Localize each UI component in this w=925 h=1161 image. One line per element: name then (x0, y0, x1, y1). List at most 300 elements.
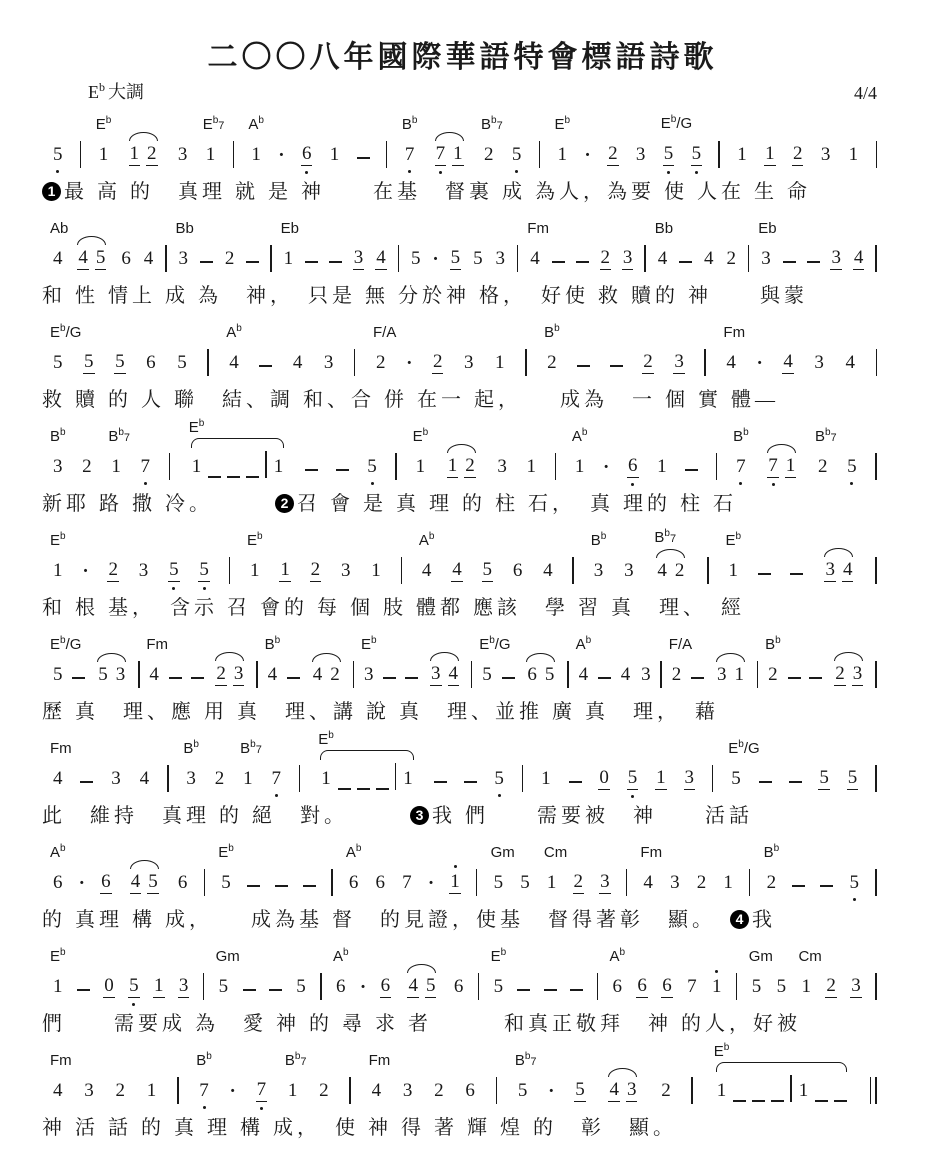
tie-group (94, 665, 129, 686)
note: 3 (84, 1080, 94, 1101)
dash (405, 677, 418, 679)
note: 1 (716, 1080, 727, 1101)
note: 5 (776, 976, 787, 997)
note: 3 (115, 664, 126, 685)
note: 4 (452, 559, 462, 580)
chord-label: Eb (758, 220, 777, 237)
note: 4 $B^b$ (264, 635, 281, 685)
note: 2 (792, 143, 803, 164)
time-signature: 4/4 (853, 83, 877, 103)
note: 4 Fm (368, 1052, 391, 1101)
verse-number-badge: 3 (410, 806, 429, 825)
chord-label: $E^b$ (713, 1042, 730, 1060)
chord-label: $E^b/G$ (728, 739, 760, 757)
note: 5 (95, 247, 106, 268)
note: 5 (511, 144, 522, 165)
tie-group (212, 664, 247, 686)
verse-number-badge: 4 (730, 910, 749, 929)
note: 3 (495, 248, 505, 269)
rhythm-dot: · (359, 977, 367, 998)
lyrics-row: 歷 真 理、應 用 真 理、講 說 真 理、並推 廣 真 理， 藉 (42, 701, 719, 723)
tie-group (764, 456, 799, 478)
note: 3 $B^b$ (50, 427, 66, 477)
dash (169, 677, 182, 679)
barline (875, 973, 877, 1000)
chord-label: $A^b$ (571, 427, 588, 445)
barline (875, 765, 877, 792)
dash (247, 885, 260, 887)
note: 3 (674, 351, 684, 372)
barline (349, 1077, 351, 1104)
note: 1 Cm (798, 948, 822, 997)
note: 2 $B^b$ (763, 843, 780, 893)
barline (207, 349, 209, 376)
chord-label: $E^b$ (188, 418, 205, 436)
note: 3 (626, 1079, 637, 1100)
note: 6 (101, 871, 111, 892)
dash (208, 476, 221, 478)
chord-label: $B^b7$ (240, 739, 262, 757)
note: 3 (820, 144, 831, 165)
note: 7 (271, 768, 281, 789)
note: 3 (600, 871, 610, 892)
verse-number-badge: 2 (275, 494, 294, 513)
note: 1 $B^b7$ (284, 1051, 307, 1101)
note: 1 (129, 143, 140, 164)
note: 2 (147, 143, 157, 164)
chord-label: $A^b$ (345, 843, 362, 861)
chord-label: $B^b$ (544, 323, 560, 341)
dash (570, 989, 583, 991)
chord-label: $A^b$ (609, 947, 626, 965)
dash (191, 677, 204, 679)
chord-label: $E^b$ (95, 115, 112, 133)
dash (246, 261, 259, 263)
note: 3 (402, 1080, 413, 1101)
barline (354, 349, 356, 376)
note: 6 (146, 352, 156, 373)
note: 1 (403, 768, 413, 789)
chord-label: $E^b$ (725, 531, 742, 549)
music-line (40, 104, 885, 208)
barline (353, 661, 355, 688)
chord-label: $A^b$ (226, 323, 242, 341)
dash (287, 677, 300, 679)
note: 3 Eb (758, 220, 777, 269)
note: 7 (402, 872, 412, 893)
rhythm-dot: · (278, 145, 285, 166)
chord-label: $A^b$ (418, 531, 435, 549)
note: 2 (608, 143, 618, 164)
dash (569, 781, 582, 783)
dash (72, 677, 85, 679)
chord-label: Gm (748, 948, 773, 965)
note: 5 $E^b/G$ (50, 635, 82, 685)
note: 7 (256, 1079, 267, 1100)
tie-group (821, 560, 856, 582)
chord-label: Gm (215, 948, 240, 965)
note: 4 (842, 559, 853, 580)
chord-label: $A^b$ (575, 635, 592, 653)
note: 0 (599, 767, 609, 788)
notes-row (40, 728, 885, 790)
chord-label: Fm (50, 740, 72, 757)
note: 3 Bb (175, 220, 194, 269)
chord-label: Cm (543, 844, 568, 861)
chord-label: Bb (654, 220, 674, 237)
dash (357, 788, 370, 790)
barline (716, 453, 718, 480)
barline (707, 557, 709, 584)
note: 3 $B^b$ (590, 531, 607, 581)
notes-row (40, 104, 885, 166)
barline (476, 869, 478, 896)
dash (303, 885, 316, 887)
rhythm-dot: · (603, 457, 610, 478)
note: 1 $E^b$ (412, 427, 429, 477)
note: 1 (447, 455, 458, 476)
dash (758, 573, 771, 575)
note: 3 (852, 663, 863, 684)
note: 2 (465, 455, 475, 476)
dash (834, 1100, 847, 1102)
barline (270, 245, 272, 272)
dash (771, 1100, 784, 1102)
chord-label: Cm (798, 948, 822, 965)
note: 7 (687, 976, 697, 997)
barline (644, 245, 646, 272)
barline (233, 141, 235, 168)
note: 4 (139, 768, 150, 789)
dash (517, 989, 530, 991)
note: 1 $A^b$ (571, 427, 588, 477)
note: 1 $E^b$ (50, 947, 66, 997)
note: 5 (148, 871, 158, 892)
note: 4 (543, 560, 553, 581)
tie-group (404, 976, 439, 998)
note: 7 (140, 456, 150, 477)
music-line (40, 416, 885, 520)
barline (386, 141, 388, 168)
dash (679, 261, 692, 263)
dash (544, 989, 557, 991)
note: 4 (130, 871, 141, 892)
chord-label: $E^b$ (318, 730, 334, 748)
dash (464, 781, 477, 783)
note: 4 (408, 975, 418, 996)
note: 4 (853, 247, 864, 268)
chord-label: $B^b$ (183, 739, 199, 757)
note: 2 (826, 975, 836, 996)
note: 2 (643, 351, 653, 372)
note: 5 (627, 767, 638, 788)
dash (434, 781, 447, 783)
dash (577, 365, 590, 367)
note: 3 (684, 767, 694, 788)
chord-label: Fm (146, 636, 169, 653)
note: 3 (831, 247, 841, 268)
chord-label: $B^b$ (264, 635, 281, 653)
note: 5 Gm (748, 948, 773, 997)
note: 1 (146, 1080, 157, 1101)
chord-label: $A^b$ (333, 947, 349, 965)
barline (320, 973, 322, 1000)
note: 4 (312, 664, 323, 685)
dash (820, 885, 833, 887)
chord-label: $E^b$ (50, 531, 66, 549)
note: 6 (380, 975, 391, 996)
tie-group (432, 144, 467, 166)
dash (336, 469, 349, 471)
dash (246, 476, 259, 478)
chord-label: Fm (527, 220, 549, 237)
barline (395, 453, 397, 480)
note: 4 Ab (50, 220, 69, 269)
key-root: E (88, 82, 99, 102)
chord-label: $B^b7$ (481, 115, 503, 133)
chord-label: $B^b7$ (284, 1051, 307, 1069)
chord-label: $E^b$ (360, 635, 377, 653)
note: 3 (431, 663, 441, 684)
note: 3 (635, 144, 646, 165)
dash (752, 1100, 765, 1102)
note: 5 $E^b/G$ (660, 114, 693, 164)
note: 5 (98, 664, 108, 685)
barline (299, 765, 301, 792)
barline (522, 765, 524, 792)
note: 5 (115, 351, 125, 372)
barline (757, 661, 759, 688)
note: 1 $A^b$ (248, 115, 264, 165)
note: 1 (711, 976, 722, 997)
note: 2 (835, 663, 845, 684)
tie-group (831, 664, 866, 686)
note: 1 (329, 144, 340, 165)
note: 3 (825, 559, 835, 580)
chord-label: $B^b$ (733, 427, 749, 445)
lyrics-row: 的 真理 構 成， 成為基 督 的見證，使基 督得著彰 顯。 4 我 (42, 909, 776, 931)
notes-row (40, 520, 885, 582)
barline (331, 869, 333, 896)
chord-label: Eb (280, 220, 299, 237)
note: 7 (768, 455, 778, 476)
chord-label: $E^b$ (218, 843, 234, 861)
music-line (40, 728, 885, 832)
note: 5 $E^b$ (218, 843, 234, 893)
barline (177, 1077, 179, 1104)
lyrics-row: 此 維持 真理 的 絕 對。 3 我 們 需要被 神 活話 (42, 805, 753, 827)
note: 1 (765, 143, 775, 164)
chord-label: Fm (640, 844, 663, 861)
note: 6 $A^b$ (50, 843, 66, 893)
dash (792, 885, 805, 887)
rhythm-dot: · (406, 353, 413, 374)
note: 2 $B^b$ (765, 635, 781, 685)
chord-label: $B^b$ (765, 635, 781, 653)
dash (376, 788, 389, 790)
note: 5 (847, 767, 858, 788)
note: 5 (296, 976, 306, 997)
music-line (40, 936, 885, 1040)
barline (517, 245, 519, 272)
chord-label: $B^b7$ (814, 427, 837, 445)
note: 2 $B^b7$ (814, 427, 837, 477)
note: 5 (169, 559, 179, 580)
note: 2 $B^b$ (544, 323, 560, 373)
note: 4 Fm (50, 1052, 72, 1101)
tie-group (309, 665, 344, 686)
note: 6 (465, 1080, 475, 1101)
tie-group (126, 144, 161, 166)
chord-label: $B^b7$ (108, 427, 131, 445)
dash (259, 365, 272, 367)
music-line (40, 832, 885, 936)
barline (572, 557, 574, 584)
dash (269, 989, 282, 991)
note: 1 Eb (280, 220, 299, 269)
note: 3 (622, 247, 633, 268)
dash (305, 469, 318, 471)
chord-label: $B^b$ (401, 115, 418, 133)
note: 4 Fm (640, 844, 663, 893)
note: 7 $B^b$ (733, 427, 749, 477)
note: 6 (637, 975, 647, 996)
dash (789, 781, 802, 783)
dash (598, 677, 611, 679)
note: 2 (600, 247, 610, 268)
note: 5 (129, 975, 139, 996)
note: 5 (691, 143, 702, 164)
barline (80, 141, 82, 168)
note: 3 (624, 560, 634, 581)
note: 4 (609, 1079, 619, 1100)
note: 5 (482, 559, 493, 580)
note: 1 (798, 1080, 809, 1101)
barline (875, 557, 877, 584)
flat-symbol: b (99, 80, 105, 94)
note: 4 Bb (654, 220, 674, 269)
notes-row (40, 208, 885, 270)
note: 3 $E^b$ (360, 635, 377, 685)
note: 2 (319, 1080, 329, 1101)
barline (555, 453, 557, 480)
barline (626, 869, 628, 896)
notes-row (40, 312, 885, 374)
note: 6 (662, 975, 672, 996)
note: 4 Fm (723, 324, 746, 373)
note: 1 $E^b$ (95, 115, 112, 165)
note: 2 (310, 559, 321, 580)
lyrics-row: 1 最 高 的 真理 就 是 神 在基 督裏 成 為人，為要 使 人在 生 命 (40, 166, 885, 204)
note: 6 $A^b$ (333, 947, 349, 997)
note: 1 (737, 144, 747, 165)
note: 3 $B^b$ (183, 739, 199, 789)
note: 1 $E^b$ (725, 531, 742, 581)
dash (227, 476, 240, 478)
dash (790, 573, 803, 575)
note: 5 Gm (490, 844, 515, 893)
note: 5 $E^b/G$ (50, 323, 82, 373)
barline (660, 661, 662, 688)
note: 4 (620, 664, 631, 685)
note: 1 $B^b7$ (108, 427, 131, 477)
chord-label: $B^b$ (763, 843, 780, 861)
note: 6 (453, 976, 464, 997)
barline (876, 349, 878, 376)
dash (502, 677, 515, 679)
note: 2 (214, 768, 225, 789)
note: 3 (497, 456, 507, 477)
barline (395, 763, 397, 790)
barline (712, 765, 714, 792)
note: 3 (233, 663, 244, 684)
barline (496, 1077, 498, 1104)
note: 4 (448, 663, 458, 684)
note: 2 F/A (668, 636, 693, 685)
note: 1 (273, 456, 284, 477)
note: 1 (656, 767, 666, 788)
chord-label: $E^b$ (247, 531, 263, 549)
note: 2 (726, 248, 736, 269)
note: 3 (851, 975, 861, 996)
dash (329, 261, 342, 263)
note: 5 (411, 248, 421, 269)
chord-label: $B^b$ (50, 427, 66, 445)
dash (305, 261, 318, 263)
note: 3 (177, 144, 188, 165)
barline (204, 869, 206, 896)
note: 0 (104, 975, 114, 996)
tie-group (188, 418, 288, 478)
note: 1 (495, 352, 505, 373)
note: 3 (641, 664, 651, 685)
note: 5 (494, 768, 504, 789)
note: 1 (450, 871, 460, 892)
barline (875, 245, 877, 272)
rhythm-dot: · (548, 1081, 555, 1102)
note: 5 (849, 872, 860, 893)
note: 5 $E^b$ (490, 947, 507, 997)
note: 1 $E^b$ (50, 531, 66, 581)
music-line (40, 208, 885, 312)
dash (788, 677, 801, 679)
barline (256, 661, 258, 688)
music-line (40, 312, 885, 416)
dash (815, 1100, 828, 1102)
rhythm-dot: · (82, 561, 89, 582)
note: 2 (434, 1080, 444, 1101)
barline (398, 245, 400, 272)
dash (576, 261, 589, 263)
dash (691, 677, 704, 679)
barline (749, 869, 751, 896)
note: 2 $B^b7$ (481, 115, 503, 165)
dash (733, 1100, 746, 1102)
note: 6 (512, 560, 523, 581)
notes-row (40, 624, 885, 686)
tie-group (713, 1042, 851, 1102)
meta-row (88, 78, 877, 104)
barline (748, 245, 750, 272)
barline (718, 141, 720, 168)
note: 1 (785, 455, 796, 476)
note: 3 (138, 560, 149, 581)
lyrics-row: 和 性 情上 成 為 神， 只是 無 分於神 格， 好使 救 贖的 神 與蒙 (42, 285, 808, 307)
barline (691, 1077, 693, 1104)
dash (783, 261, 796, 263)
note: 4 (845, 352, 855, 373)
barline (875, 661, 877, 688)
